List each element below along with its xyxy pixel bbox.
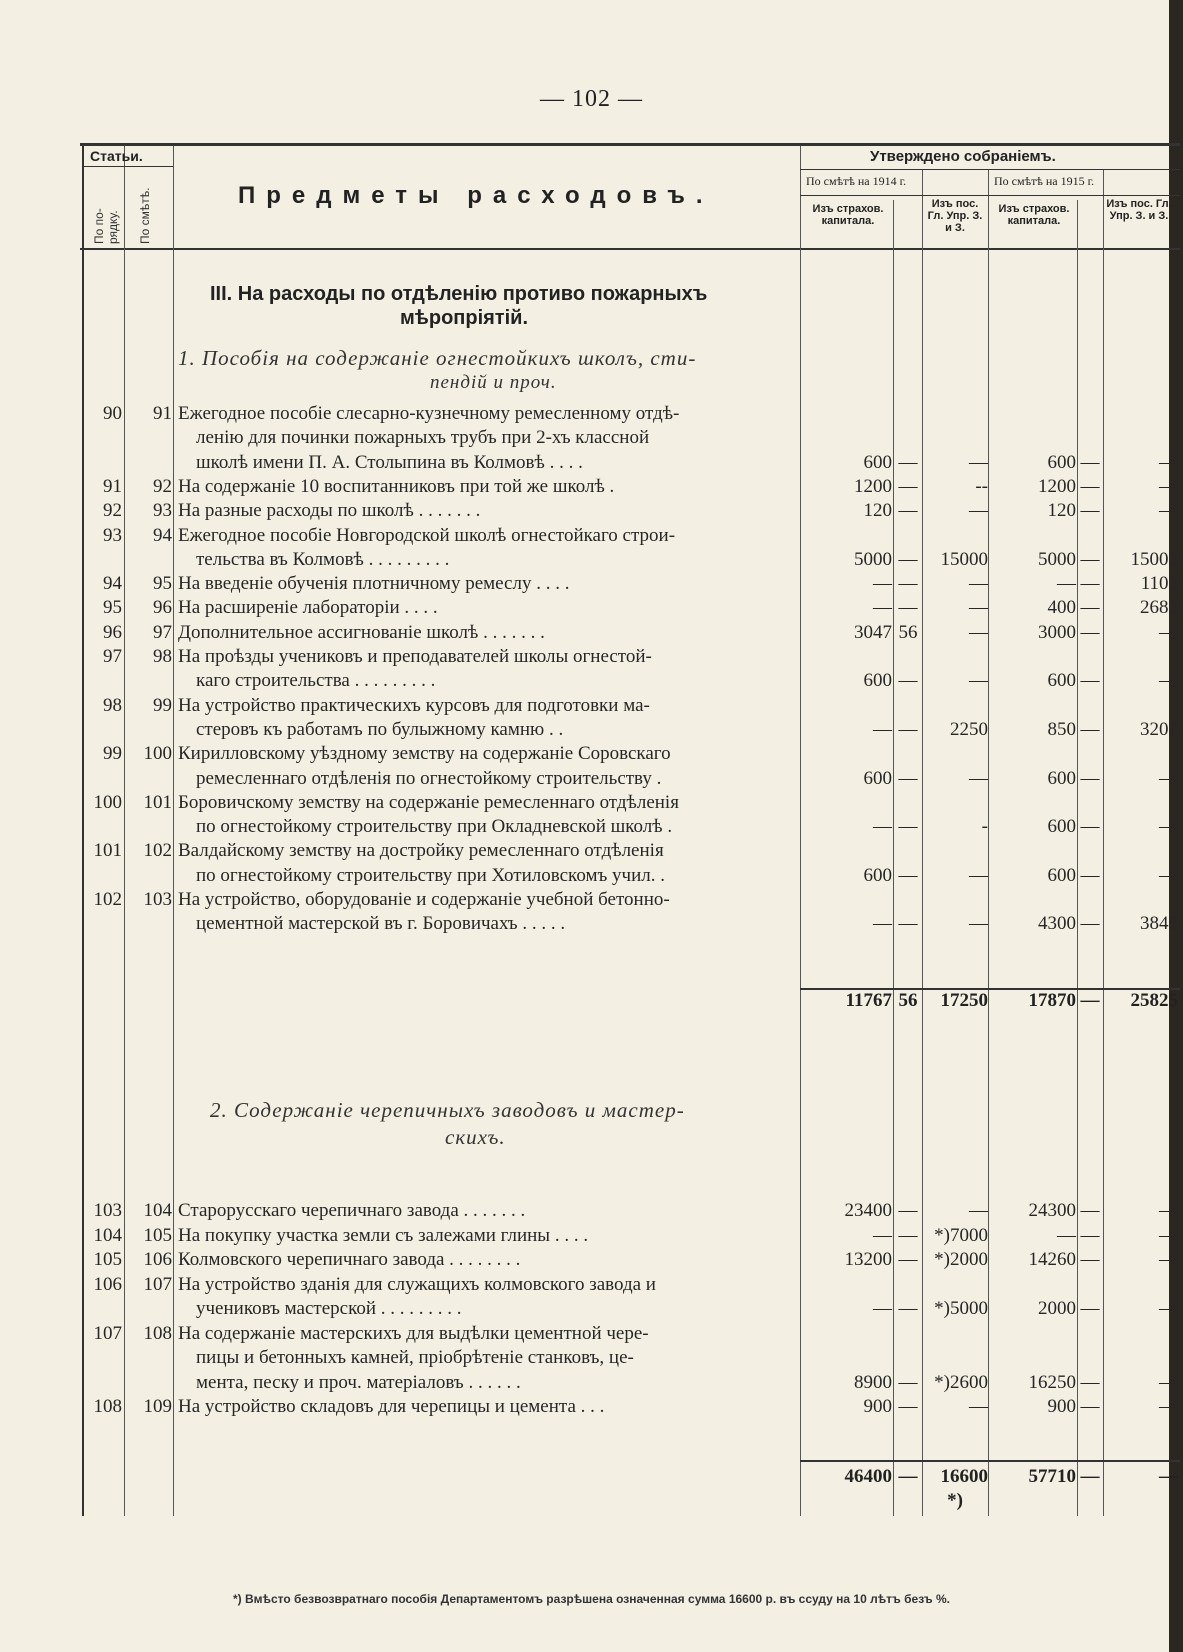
item-value-v6: — bbox=[1159, 1249, 1178, 1270]
item-number: 91 bbox=[103, 475, 122, 497]
item-value-v3: -- bbox=[975, 475, 988, 497]
item-description: Ежегодное пособіе Новгородской школѣ огнестойкаго строи- bbox=[178, 524, 676, 546]
item-number: 94 bbox=[103, 573, 122, 595]
item-description: по огнестойкому строительству при Окладневской школѣ . bbox=[196, 816, 673, 838]
item-estimate-number: 104 bbox=[143, 1200, 172, 1221]
item-value-v5: — bbox=[1080, 451, 1100, 473]
item-value-v3: *)7000 bbox=[934, 1224, 988, 1246]
total1-v3: 17250 bbox=[940, 990, 988, 1011]
section-title-line1: III. На расходы по отдѣленію противо пожарныхъ bbox=[210, 283, 708, 305]
total2-v2: — bbox=[898, 1466, 918, 1487]
header-bottom-rule bbox=[80, 248, 1180, 250]
item-description: На проѣзды учениковъ и преподавателей школы огнестой- bbox=[178, 646, 652, 667]
header-sub-rule bbox=[800, 169, 1180, 170]
item-value-v3: 15000 bbox=[940, 548, 988, 570]
header-iz-strakh-1914: Изъ страхов. капитала. bbox=[812, 203, 884, 227]
item-value-v6: — bbox=[1159, 475, 1178, 497]
item-value-v6: 3845 bbox=[1140, 913, 1178, 935]
total1-v1: 11767 bbox=[845, 990, 892, 1011]
item-number: 104 bbox=[93, 1224, 122, 1246]
item-description: На расширеніе лабораторіи . . . . bbox=[178, 597, 438, 619]
item-value-v5: — bbox=[1080, 1298, 1100, 1319]
item-value-v2: — bbox=[898, 475, 918, 497]
item-value-v2: — bbox=[898, 573, 918, 595]
item-description: мента, песку и проч. матеріаловъ . . . . . . bbox=[196, 1371, 521, 1393]
item-value-v1: 600 bbox=[863, 767, 892, 789]
header-smeta-1915: По смѣтѣ на 1915 г. bbox=[994, 174, 1095, 188]
item-value-v1: — bbox=[873, 597, 892, 619]
item-number: 92 bbox=[103, 500, 122, 522]
item-description: каго строительства . . . . . . . . . bbox=[196, 670, 436, 692]
item-value-v1: 13200 bbox=[844, 1249, 892, 1270]
item-value-v3: — bbox=[969, 621, 988, 643]
item-description: На содержаніе 10 воспитанниковъ при той же школѣ . bbox=[178, 475, 615, 497]
item-value-v5: — bbox=[1080, 718, 1100, 740]
item-value-v4: 600 bbox=[1047, 816, 1076, 838]
item-number: 100 bbox=[93, 791, 122, 813]
item-value-v6: — bbox=[1159, 621, 1178, 643]
item-value-v5: — bbox=[1080, 1200, 1100, 1221]
item-description: На содержаніе мастерскихъ для выдѣлки цементной чере- bbox=[178, 1322, 649, 1344]
item-value-v6: — bbox=[1159, 1396, 1178, 1417]
item-estimate-number: 95 bbox=[153, 573, 172, 595]
item-value-v3: *)2000 bbox=[934, 1249, 988, 1270]
item-number: 99 bbox=[103, 743, 122, 765]
item-number: 102 bbox=[93, 889, 122, 910]
total1-v4: 17870 bbox=[1028, 990, 1076, 1011]
item-value-v2: — bbox=[898, 597, 918, 619]
total2-v6: — bbox=[1159, 1466, 1178, 1487]
total2-rule bbox=[800, 1460, 1180, 1462]
subsection2-line1: 2. Содержаніе черепичныхъ заводовъ и мастер- bbox=[210, 1098, 685, 1122]
item-value-v5: — bbox=[1080, 548, 1100, 570]
item-estimate-number: 108 bbox=[143, 1322, 172, 1344]
item-value-v4: — bbox=[1057, 573, 1076, 595]
item-value-v4: 14260 bbox=[1028, 1249, 1076, 1270]
header-sub-rule bbox=[800, 195, 1180, 196]
col-line bbox=[173, 146, 174, 1516]
item-value-v3: 2250 bbox=[950, 718, 988, 740]
item-description: пицы и бетонныхъ камней, пріобрѣтеніе станковъ, це- bbox=[196, 1347, 634, 1368]
item-number: 97 bbox=[103, 646, 122, 667]
item-value-v6: — bbox=[1159, 767, 1178, 789]
item-description: На разные расходы по школѣ . . . . . . . bbox=[178, 500, 481, 522]
header-po-smete: По смѣтѣ. bbox=[138, 187, 152, 244]
item-description: На устройство, оборудованіе и содержаніе учебной бетонно- bbox=[178, 889, 670, 910]
item-value-v2: — bbox=[898, 1298, 918, 1319]
item-value-v5: — bbox=[1080, 621, 1100, 643]
subsection1-line2: пендій и проч. bbox=[430, 372, 557, 393]
total2-v3: 16600 bbox=[940, 1466, 988, 1487]
item-estimate-number: 101 bbox=[143, 791, 172, 813]
item-value-v1: 3047 bbox=[854, 621, 892, 643]
item-description: ленію для починки пожарныхъ трубъ при 2-хъ классной bbox=[196, 427, 650, 449]
header-sub-rule bbox=[82, 166, 173, 167]
header-title: Предметы расходовъ. bbox=[238, 182, 714, 209]
item-value-v1: 8900 bbox=[854, 1371, 892, 1393]
item-estimate-number: 102 bbox=[143, 840, 172, 862]
total2-v1: 46400 bbox=[844, 1466, 892, 1487]
col-line bbox=[82, 146, 84, 1516]
item-value-v4: — bbox=[1057, 1224, 1076, 1246]
item-value-v2: — bbox=[898, 548, 918, 570]
item-estimate-number: 94 bbox=[153, 524, 172, 546]
item-value-v4: 3000 bbox=[1038, 621, 1076, 643]
item-value-v2: 56 bbox=[898, 621, 918, 643]
item-description: Дополнительное ассигнованіе школѣ . . . . . . . bbox=[178, 621, 545, 643]
item-value-v6: — bbox=[1159, 864, 1178, 886]
item-value-v3: — bbox=[969, 500, 988, 522]
header-iz-pos-1914: Изъ пос. Гл. Упр. З. и З. bbox=[927, 198, 983, 234]
item-number: 107 bbox=[93, 1322, 122, 1344]
item-value-v4: 5000 bbox=[1038, 548, 1076, 570]
item-estimate-number: 98 bbox=[153, 646, 172, 667]
item-value-v3: — bbox=[969, 670, 988, 692]
item-value-v1: 1200 bbox=[854, 475, 892, 497]
item-value-v1: 900 bbox=[863, 1396, 892, 1417]
item-number: 95 bbox=[103, 597, 122, 619]
item-value-v2: — bbox=[898, 767, 918, 789]
item-value-v6: 1100 bbox=[1140, 573, 1178, 595]
item-number: 93 bbox=[103, 524, 122, 546]
item-description: На покупку участка земли съ залежами глины . . . . bbox=[178, 1224, 589, 1246]
item-number: 101 bbox=[93, 840, 122, 862]
item-value-v4: 600 bbox=[1047, 767, 1076, 789]
item-description: На устройство складовъ для черепицы и цемента . . . bbox=[178, 1396, 605, 1417]
item-description: На устройство зданія для служащихъ колмовского завода и bbox=[178, 1273, 656, 1295]
col-line bbox=[988, 170, 989, 1516]
item-value-v1: 600 bbox=[863, 670, 892, 692]
header-po-poryadku: По по- рядку. bbox=[92, 208, 120, 244]
item-value-v1: — bbox=[873, 718, 892, 740]
item-value-v6: — bbox=[1159, 816, 1178, 838]
item-estimate-number: 97 bbox=[153, 621, 172, 643]
item-value-v4: 16250 bbox=[1028, 1371, 1076, 1393]
item-estimate-number: 100 bbox=[143, 743, 172, 765]
item-value-v5: — bbox=[1080, 1396, 1100, 1417]
total2-v5: — bbox=[1080, 1466, 1100, 1487]
item-value-v5: — bbox=[1080, 573, 1100, 595]
item-description: стеровъ къ работамъ по булыжному камню . . bbox=[196, 718, 564, 740]
header-stati: Статьи. bbox=[90, 148, 143, 164]
item-value-v2: — bbox=[898, 718, 918, 740]
item-estimate-number: 107 bbox=[143, 1273, 172, 1295]
item-value-v2: — bbox=[898, 1396, 918, 1417]
item-value-v4: 24300 bbox=[1028, 1200, 1076, 1221]
item-value-v2: — bbox=[898, 670, 918, 692]
item-value-v2: — bbox=[898, 1249, 918, 1270]
page-number: — 102 — bbox=[540, 86, 643, 112]
item-value-v1: 600 bbox=[863, 451, 892, 473]
item-value-v6: 15000 bbox=[1130, 548, 1178, 570]
section-title-line2: мѣропріятій. bbox=[400, 307, 529, 329]
item-value-v6: — bbox=[1159, 670, 1178, 692]
footnote: *) Вмѣсто безвозвратнаго пособія Департаментомъ разрѣшена означенная сумма 16600 р. въ ссуду на 10 лѣтъ безъ %. bbox=[233, 1592, 950, 1606]
item-value-v4: 600 bbox=[1047, 451, 1076, 473]
item-number: 96 bbox=[103, 621, 122, 643]
item-description: учениковъ мастерской . . . . . . . . . bbox=[196, 1298, 462, 1319]
item-value-v4: 850 bbox=[1047, 718, 1076, 740]
item-description: тельства въ Колмовѣ . . . . . . . . . bbox=[196, 548, 450, 570]
item-value-v1: — bbox=[873, 1224, 892, 1246]
item-value-v2: — bbox=[898, 864, 918, 886]
item-value-v5: — bbox=[1080, 597, 1100, 619]
item-value-v6: — bbox=[1159, 1298, 1178, 1319]
item-value-v3: - bbox=[981, 816, 988, 838]
item-value-v4: 2000 bbox=[1038, 1298, 1076, 1319]
item-value-v5: — bbox=[1080, 913, 1100, 935]
item-value-v3: — bbox=[969, 451, 988, 473]
item-value-v5: — bbox=[1080, 500, 1100, 522]
item-estimate-number: 106 bbox=[143, 1249, 172, 1270]
item-value-v3: — bbox=[969, 767, 988, 789]
item-value-v3: — bbox=[969, 864, 988, 886]
item-value-v5: — bbox=[1080, 1249, 1100, 1270]
col-line bbox=[124, 146, 125, 1516]
total1-v5: — bbox=[1080, 990, 1100, 1011]
item-value-v3: *)5000 bbox=[934, 1298, 988, 1319]
item-value-v3: — bbox=[969, 913, 988, 935]
item-estimate-number: 99 bbox=[153, 694, 172, 716]
item-value-v2: — bbox=[898, 500, 918, 522]
item-value-v5: — bbox=[1080, 475, 1100, 497]
item-number: 90 bbox=[103, 403, 122, 424]
item-description: Ежегодное пособіе слесарно-кузнечному ремесленному отдѣ- bbox=[178, 403, 680, 424]
item-value-v5: — bbox=[1080, 816, 1100, 838]
item-value-v2: — bbox=[898, 1224, 918, 1246]
item-number: 98 bbox=[103, 694, 122, 716]
item-description: На введеніе обученія плотничному ремеслу . . . . bbox=[178, 573, 570, 595]
item-value-v4: 600 bbox=[1047, 864, 1076, 886]
table-top-rule bbox=[80, 143, 1180, 146]
item-value-v3: — bbox=[969, 573, 988, 595]
item-value-v5: — bbox=[1080, 670, 1100, 692]
item-value-v1: — bbox=[873, 816, 892, 838]
item-value-v4: 600 bbox=[1047, 670, 1076, 692]
item-value-v5: — bbox=[1080, 1371, 1100, 1393]
header-utverzhdeno: Утверждено собраніемъ. bbox=[870, 148, 1056, 165]
item-value-v1: 600 bbox=[863, 864, 892, 886]
item-value-v6: — bbox=[1159, 1200, 1178, 1221]
item-value-v6: — bbox=[1159, 500, 1178, 522]
header-iz-pos-1915: Изъ пос. Гл. Упр. З. и З. bbox=[1106, 198, 1172, 222]
item-value-v1: — bbox=[873, 573, 892, 595]
item-value-v4: 1200 bbox=[1038, 475, 1076, 497]
item-value-v6: — bbox=[1159, 451, 1178, 473]
item-value-v2: — bbox=[898, 913, 918, 935]
item-value-v6: — bbox=[1159, 1371, 1178, 1393]
item-description: Кирилловскому уѣздному земству на содержаніе Соровскаго bbox=[178, 743, 671, 765]
item-description: Колмовского черепичнаго завода . . . . . . . . bbox=[178, 1249, 521, 1270]
item-value-v3: — bbox=[969, 597, 988, 619]
item-estimate-number: 91 bbox=[153, 403, 172, 424]
header-smeta-1914: По смѣтѣ на 1914 г. bbox=[806, 174, 907, 188]
item-value-v2: — bbox=[898, 451, 918, 473]
item-estimate-number: 96 bbox=[153, 597, 172, 619]
item-value-v5: — bbox=[1080, 767, 1100, 789]
item-value-v3: — bbox=[969, 1396, 988, 1417]
item-number: 103 bbox=[93, 1200, 122, 1221]
item-value-v1: — bbox=[873, 1298, 892, 1319]
total1-v6: 25825 bbox=[1130, 990, 1178, 1011]
item-description: Старорусскаго черепичнаго завода . . . . . . . bbox=[178, 1200, 526, 1221]
item-value-v2: — bbox=[898, 1371, 918, 1393]
item-description: по огнестойкому строительству при Хотиловскомъ учил. . bbox=[196, 864, 666, 886]
item-value-v4: 4300 bbox=[1038, 913, 1076, 935]
item-value-v4: 400 bbox=[1047, 597, 1076, 619]
item-value-v1: — bbox=[873, 913, 892, 935]
item-description: ремесленнаго отдѣленія по огнестойкому строительству . bbox=[196, 767, 662, 789]
item-value-v1: 5000 bbox=[854, 548, 892, 570]
item-value-v6: 2680 bbox=[1140, 597, 1178, 619]
item-value-v1: 120 bbox=[863, 500, 892, 522]
item-estimate-number: 103 bbox=[143, 889, 172, 910]
item-value-v6: 3200 bbox=[1140, 718, 1178, 740]
item-description: школѣ имени П. А. Столыпина въ Колмовѣ . . . . bbox=[196, 451, 583, 473]
item-description: Боровичскому земству на содержаніе ремесленнаго отдѣленія bbox=[178, 791, 679, 813]
item-value-v5: — bbox=[1080, 864, 1100, 886]
subsection1-line1: 1. Пособія на содержаніе огнестойкихъ школъ, сти- bbox=[178, 346, 697, 370]
total1-v2: 56 bbox=[898, 990, 918, 1011]
item-estimate-number: 109 bbox=[143, 1396, 172, 1417]
subsection2-line2: скихъ. bbox=[445, 1125, 506, 1149]
item-number: 105 bbox=[93, 1249, 122, 1270]
item-number: 106 bbox=[93, 1273, 122, 1295]
total2-v3-mark: *) bbox=[947, 1490, 963, 1511]
item-estimate-number: 93 bbox=[153, 500, 172, 522]
item-description: цементной мастерской въ г. Боровичахъ . . . . . bbox=[196, 913, 566, 935]
item-value-v6: — bbox=[1159, 1224, 1178, 1246]
item-value-v2: — bbox=[898, 1200, 918, 1221]
item-value-v3: — bbox=[969, 1200, 988, 1221]
item-value-v1: 23400 bbox=[844, 1200, 892, 1221]
total2-v4: 57710 bbox=[1028, 1466, 1076, 1487]
header-iz-strakh-1915: Изъ страхов. капитала. bbox=[998, 203, 1070, 227]
item-estimate-number: 105 bbox=[143, 1224, 172, 1246]
item-value-v3: *)2600 bbox=[934, 1371, 988, 1393]
item-description: Валдайскому земству на достройку ремесленнаго отдѣленія bbox=[178, 840, 664, 862]
item-description: На устройство практическихъ курсовъ для подготовки ма- bbox=[178, 694, 650, 716]
item-value-v2: — bbox=[898, 816, 918, 838]
item-estimate-number: 92 bbox=[153, 475, 172, 497]
item-number: 108 bbox=[93, 1396, 122, 1417]
item-value-v4: 120 bbox=[1047, 500, 1076, 522]
item-value-v4: 900 bbox=[1047, 1396, 1076, 1417]
item-value-v5: — bbox=[1080, 1224, 1100, 1246]
